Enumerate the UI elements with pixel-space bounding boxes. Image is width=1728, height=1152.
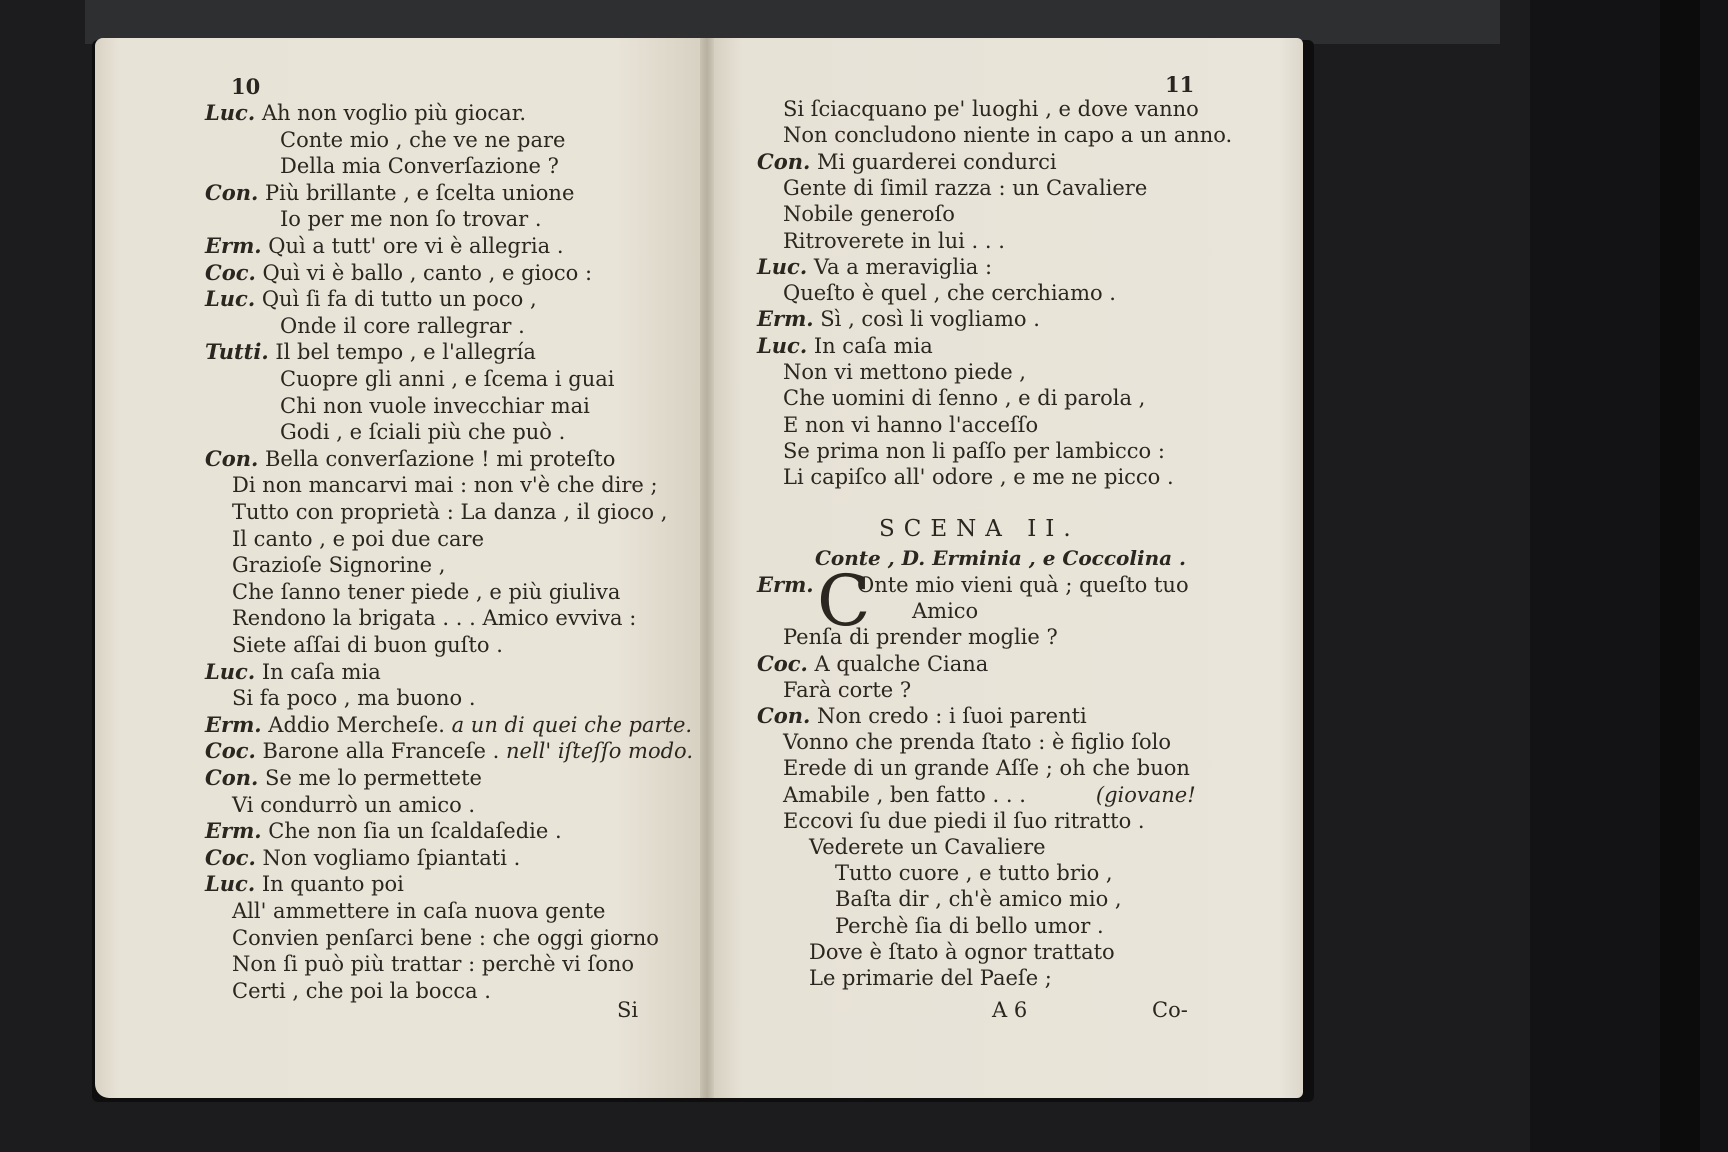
verse-line: [783, 438, 1165, 464]
verse-line: [783, 280, 1116, 306]
line-text: Conte mio , che ve ne pare: [280, 127, 566, 152]
verse-line: [232, 685, 476, 711]
left-page: [95, 38, 707, 1098]
verse-line: [783, 359, 1026, 385]
verse-line: [783, 175, 1147, 201]
page-number: 10: [231, 74, 261, 99]
verse-line: [232, 605, 636, 631]
speaker-abbreviation: Con.: [205, 179, 259, 205]
line-text: Farà corte ?: [783, 677, 912, 702]
verse-line: [232, 925, 659, 951]
verse-line: [280, 206, 542, 232]
verse-line: [232, 978, 491, 1004]
line-text: Non credo : i ſuoi parenti: [810, 704, 1087, 728]
line-text: Nobile generoſo: [783, 202, 955, 227]
speaker-abbreviation: Luc.: [757, 332, 808, 358]
line-text: Va a meraviglia :: [807, 254, 993, 279]
verse-line: [809, 939, 1115, 965]
verse-line: [280, 153, 559, 179]
speaker-abbreviation: Con.: [205, 765, 259, 790]
verse-line: [232, 951, 634, 977]
line-text: Siete aſſai di buon guſto .: [232, 633, 503, 657]
catchword: Co-: [1152, 998, 1188, 1022]
line-text: Eccovi ſu due piedi il ſuo ritratto .: [783, 808, 1145, 833]
line-text: Ritroverete in lui . . .: [783, 228, 1005, 253]
verse-line: [783, 228, 1005, 254]
speech-line: [205, 233, 564, 259]
page-number: 11: [1165, 72, 1195, 97]
line-text: Non ſi può più trattar : perchè vi ſono: [232, 952, 635, 977]
speech-line: [757, 703, 1087, 729]
line-text: Il bel tempo , e l'allegría: [268, 340, 536, 365]
speech-line: [205, 818, 562, 844]
line-text: Onte mio vieni quà ; queſto tuo: [857, 573, 1189, 597]
book-gutter: [700, 38, 714, 1098]
verse-line: [783, 624, 1058, 650]
verse-line: [232, 579, 620, 605]
verse-line: [280, 127, 566, 153]
verse-line: [783, 755, 1190, 781]
line-text: Grazioſe Signorine ,: [232, 553, 446, 578]
line-text: Penſa di prender moglie ?: [783, 625, 1058, 650]
speaker-abbreviation: Con.: [757, 148, 811, 174]
line-text: Se me lo permettete: [258, 766, 482, 790]
verse-line: [280, 393, 590, 419]
line-text: In caſa mia: [807, 333, 933, 358]
speech-line: [757, 306, 1040, 332]
verse-line: [783, 677, 911, 703]
speaker-abbreviation: Coc.: [205, 738, 256, 764]
line-text: Quì a tutt' ore vi è allegria .: [261, 234, 564, 258]
speaker-abbreviation: Coc.: [205, 844, 256, 870]
stage-direction: a un di quei che parte.: [444, 712, 693, 737]
speech-line: [205, 100, 526, 126]
scanner-background-edge: [1660, 0, 1700, 1152]
line-text: Certi , che poi la bocca .: [232, 978, 491, 1003]
line-text: Tutto con proprietà : La danza , il gioco ,: [232, 500, 668, 524]
line-text: Si ſciacquano pe' luoghi , e dove vanno: [783, 97, 1199, 121]
line-text: Godi , e ſciali più che può .: [280, 420, 566, 445]
verse-line: [280, 366, 614, 392]
line-text: Quì ſi fa di tutto un poco ,: [255, 287, 537, 312]
speaker-abbreviation: Erm.: [205, 818, 262, 844]
line-text: Tutto cuore , e tutto brio ,: [835, 861, 1113, 886]
scene-heading: SCENA II.: [879, 516, 1080, 542]
line-text: Io per me non ſo trovar .: [280, 207, 542, 232]
line-text: Onde il core rallegrar .: [280, 313, 525, 338]
speaker-abbreviation: Luc.: [205, 871, 256, 897]
line-text: Mi guarderei condurci: [810, 149, 1057, 174]
speaker-abbreviation: Coc.: [205, 259, 256, 285]
line-text: Non vi mettono piede ,: [783, 360, 1026, 384]
verse-line: [783, 412, 1038, 438]
speech-line: [757, 149, 1057, 175]
speech-line: [205, 180, 574, 206]
line-text: Vonno che prenda ſtato : è figlio ſolo: [783, 730, 1172, 755]
scene-characters: Conte , D. Erminia , e Coccolina .: [815, 546, 1186, 570]
line-text: Li capiſco all' odore , e me ne picco .: [783, 465, 1174, 490]
line-text: Convien penſarci bene : che oggi giorno: [232, 925, 659, 950]
speaker-abbreviation: Con.: [205, 445, 259, 471]
line-text: Che ſanno tener piede , e più giuliva: [232, 579, 621, 604]
line-text: Barone alla Franceſe .: [255, 739, 500, 764]
verse-line: [232, 472, 658, 498]
line-text: All' ammettere in caſa nuova gente: [232, 899, 606, 923]
verse-line: [783, 808, 1145, 834]
line-text: Baſta dir , ch'è amico mio ,: [835, 887, 1122, 912]
speech-line: [757, 254, 992, 280]
speaker-abbreviation: Luc.: [205, 286, 256, 312]
line-text: Il canto , e poi due care: [232, 526, 484, 551]
line-text: Amabile , ben fatto . . .: [783, 782, 1026, 807]
line-text: Di non mancarvi mai : non v'è che dire ;: [232, 473, 658, 498]
speech-line: [205, 712, 692, 738]
verse-line: [783, 96, 1199, 122]
speaker-abbreviation: Erm.: [205, 233, 262, 258]
speaker-abbreviation: Erm.: [205, 711, 262, 737]
speech-line: [205, 738, 693, 764]
line-text: Ah non voglio più giocar.: [255, 101, 527, 125]
line-text: Bella converſazione ! mi proteſto: [258, 446, 616, 471]
verse-line: [912, 598, 978, 624]
verse-line: [232, 552, 445, 578]
line-text: Le primarie del Paeſe ;: [809, 966, 1052, 990]
line-text: Non concludono niente in capo a un anno.: [783, 123, 1233, 148]
verse-line: [783, 782, 1196, 808]
verse-line: [835, 860, 1113, 886]
verse-line: [280, 313, 525, 339]
speaker-abbreviation: Con.: [757, 703, 811, 728]
speaker-abbreviation: Erm.: [757, 572, 814, 597]
speech-line: [205, 446, 615, 472]
stage-direction: (giovane!: [1095, 782, 1196, 807]
line-text: Erede di un grande Aſſe ; oh che buon: [783, 756, 1190, 781]
speech-line: [205, 765, 482, 791]
drop-cap: C: [817, 560, 871, 642]
line-text: In quanto poi: [255, 872, 404, 897]
line-text: Si fa poco , ma buono .: [232, 686, 476, 711]
line-text: Vederete un Cavaliere: [809, 835, 1046, 859]
verse-line: [783, 729, 1171, 755]
line-text: Chi non vuole invecchiar mai: [280, 393, 590, 418]
speaker-abbreviation: Luc.: [205, 658, 256, 684]
line-text: Rendono la brigata . . . Amico evviva :: [232, 606, 637, 631]
verse-line: [783, 464, 1174, 490]
verse-line: [783, 201, 955, 227]
line-text: Amico: [912, 599, 979, 624]
speaker-abbreviation: Luc.: [757, 253, 808, 279]
speech-line: [205, 286, 537, 312]
line-text: In caſa mia: [255, 659, 381, 684]
verse-line: [232, 526, 484, 552]
speech-line: [205, 260, 592, 286]
speech-line: [757, 651, 988, 677]
line-text: Queſto è quel , che cerchiamo .: [783, 281, 1116, 306]
stage-direction: nell' iſteſſo modo.: [499, 739, 693, 764]
verse-line: [809, 965, 1052, 991]
speaker-abbreviation: Tutti.: [205, 339, 269, 365]
line-text: Non vogliamo ſpiantati .: [255, 845, 521, 870]
line-text: A qualche Ciana: [807, 651, 989, 676]
line-text: Se prima non li paſſo per lambicco :: [783, 438, 1165, 463]
line-text: Addio Mercheſe.: [261, 712, 445, 737]
line-text: Che uomini di ſenno , e di parola ,: [783, 386, 1146, 411]
verse-line: [232, 632, 503, 658]
speaker-abbreviation: Luc.: [205, 100, 256, 125]
right-page: [707, 38, 1303, 1098]
verse-line: [232, 792, 475, 818]
line-text: Dove è ſtato à ognor trattato: [809, 939, 1115, 964]
verse-line: [232, 499, 667, 525]
speech-line: [757, 333, 933, 359]
speech-line: [205, 871, 404, 897]
signature-mark: A 6: [992, 998, 1028, 1022]
verse-line: [835, 913, 1104, 939]
speaker-abbreviation: Coc.: [757, 650, 808, 676]
line-text: Gente di ſimil razza : un Cavaliere: [783, 175, 1148, 200]
speech-line: [205, 339, 536, 365]
verse-line: [835, 886, 1122, 912]
line-text: Più brillante , e ſcelta unione: [258, 180, 575, 205]
line-text: Che non ſia un ſcaldaſedie .: [261, 819, 562, 844]
verse-line: [809, 834, 1046, 860]
line-text: Cuopre gli anni , e ſcema i guai: [280, 367, 615, 391]
speech-line: [205, 659, 381, 685]
verse-line: [232, 898, 605, 924]
verse-line: [783, 385, 1145, 411]
speech-line: [205, 845, 520, 871]
speech-line: [757, 572, 1189, 598]
verse-line: [783, 122, 1232, 148]
verse-line: [280, 419, 565, 445]
line-text: Quì vi è ballo , canto , e gioco :: [255, 260, 593, 285]
speaker-abbreviation: Erm.: [757, 306, 814, 332]
catchword: Si: [617, 998, 639, 1022]
line-text: Sì , così li vogliamo .: [813, 307, 1040, 332]
line-text: Della mia Converſazione ?: [280, 154, 559, 179]
line-text: Vi condurrò un amico .: [232, 792, 476, 817]
line-text: E non vi hanno l'acceſſo: [783, 412, 1039, 437]
line-text: Perchè ſia di bello umor .: [835, 913, 1104, 938]
